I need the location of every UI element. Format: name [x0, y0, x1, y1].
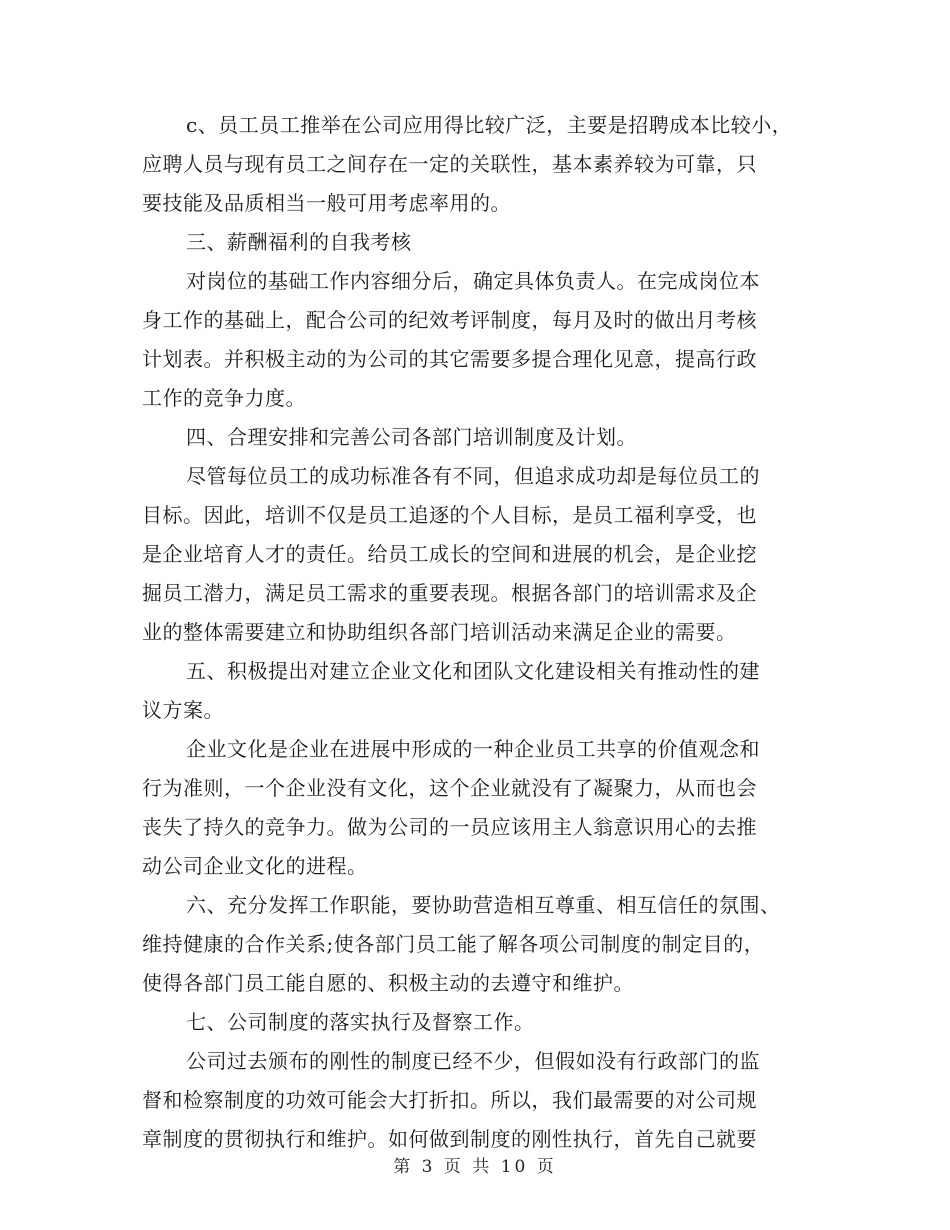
text-line: 掘员工潜力，满足员工需求的重要表现。根据各部门的培训需求及企 — [142, 581, 757, 605]
paragraph — [142, 418, 822, 457]
text-line: 计划表。并积极主动的为公司的其它需要多提合理化见意，提高行政 — [142, 347, 757, 371]
text-line: c、员工员工推举在公司应用得比较广泛，主要是招聘成本比较小， — [186, 113, 793, 137]
text-line: 身工作的基础上，配合公司的纪效考评制度，每月及时的做出月考核 — [142, 308, 757, 332]
paragraph — [142, 652, 822, 730]
text-line: 企业文化是企业在进展中形成的一种企业员工共享的价值观念和 — [186, 737, 760, 761]
text-line: 议方案。 — [142, 698, 224, 722]
text-line: 丧失了持久的竞争力。做为公司的一员应该用主人翁意识用心的去推 — [142, 815, 757, 839]
text-line: 六、充分发挥工作职能，要协助营造相互尊重、相互信任的氛围、 — [186, 893, 781, 917]
document-body — [142, 106, 822, 1159]
text-line: 公司过去颁布的刚性的制度已经不少，但假如没有行政部门的监 — [186, 1049, 760, 1073]
text-line: 四、合理安排和完善公司各部门培训制度及计划。 — [186, 425, 637, 449]
text-line: 三、薪酬福利的自我考核 — [186, 230, 412, 254]
text-line: 业的整体需要建立和协助组织各部门培训活动来满足企业的需要。 — [142, 620, 737, 644]
paragraph — [142, 457, 822, 652]
paragraph — [142, 223, 822, 262]
text-line: 督和检察制度的功效可能会大打折扣。所以，我们最需要的对公司规 — [142, 1088, 757, 1112]
text-line: 应聘人员与现有员工之间存在一定的关联性，基本素养较为可靠，只 — [142, 152, 757, 176]
text-line: 是企业培育人才的责任。给员工成长的空间和进展的机会，是企业挖 — [142, 542, 757, 566]
text-line: 目标。因此，培训不仅是员工追逐的个人目标，是员工福利享受，也 — [142, 503, 757, 527]
paragraph — [142, 106, 822, 223]
text-line: 维持健康的合作关系;使各部门员工能了解各项公司制度的制定目的， — [142, 932, 765, 956]
text-line: 尽管每位员工的成功标准各有不同，但追求成功却是每位员工的 — [186, 464, 760, 488]
text-line: 动公司企业文化的进程。 — [142, 854, 368, 878]
text-line: 要技能及品质相当一般可用考虑率用的。 — [142, 191, 511, 215]
text-line: 工作的竞争力度。 — [142, 386, 306, 410]
paragraph — [142, 730, 822, 886]
paragraph — [142, 886, 822, 1003]
page-number-footer: 第 3 页 共 10 页 — [393, 1157, 557, 1177]
text-line: 行为准则，一个企业没有文化，这个企业就没有了凝聚力，从而也会 — [142, 776, 757, 800]
text-line: 对岗位的基础工作内容细分后，确定具体负责人。在完成岗位本 — [186, 269, 760, 293]
text-line: 使得各部门员工能自愿的、积极主动的去遵守和维护。 — [142, 971, 634, 995]
text-line: 七、公司制度的落实执行及督察工作。 — [186, 1010, 535, 1034]
paragraph — [142, 262, 822, 418]
text-line: 章制度的贯彻执行和维护。如何做到制度的刚性执行，首先自己就要 — [142, 1127, 757, 1151]
text-line: 五、积极提出对建立企业文化和团队文化建设相关有推动性的建 — [186, 659, 760, 683]
paragraph — [142, 1003, 822, 1042]
paragraph — [142, 1042, 822, 1159]
